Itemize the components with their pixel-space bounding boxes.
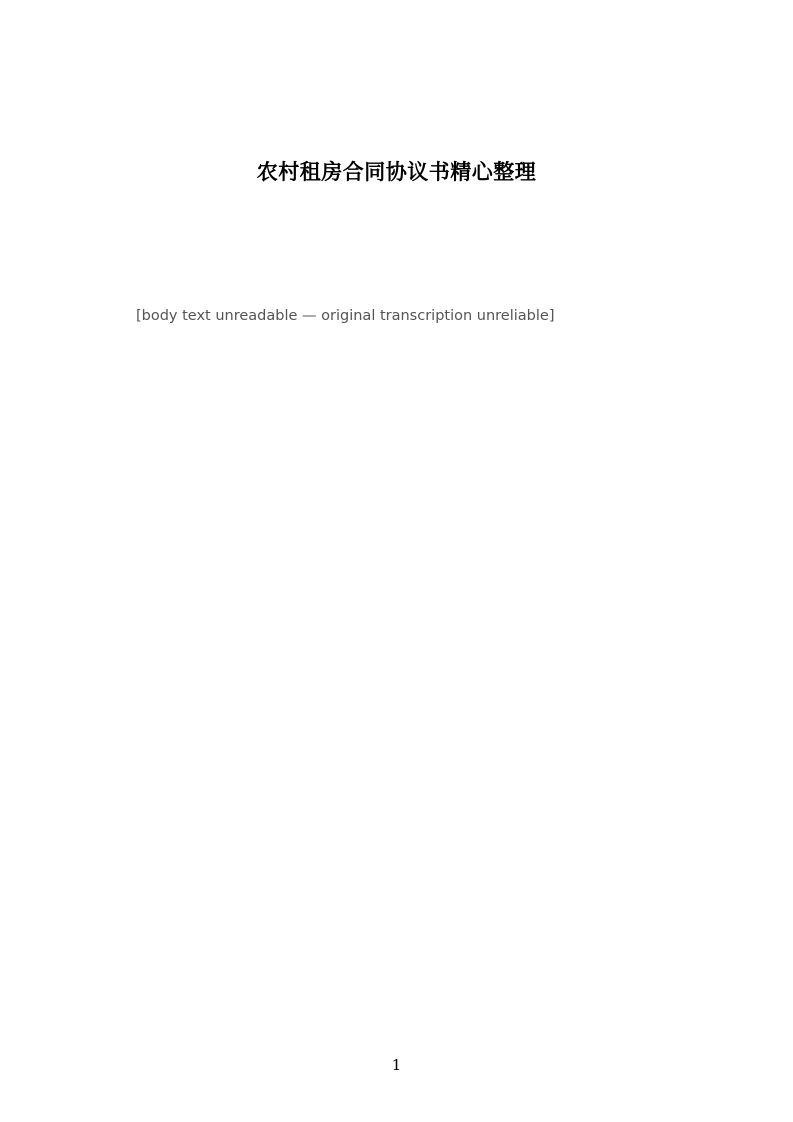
- contract-body-paragraph: [body text unreadable — original transcription unreliable]: [136, 307, 555, 324]
- document-title: 农村租房合同协议书精心整理: [256, 160, 537, 185]
- page-number: 1: [391, 1056, 402, 1074]
